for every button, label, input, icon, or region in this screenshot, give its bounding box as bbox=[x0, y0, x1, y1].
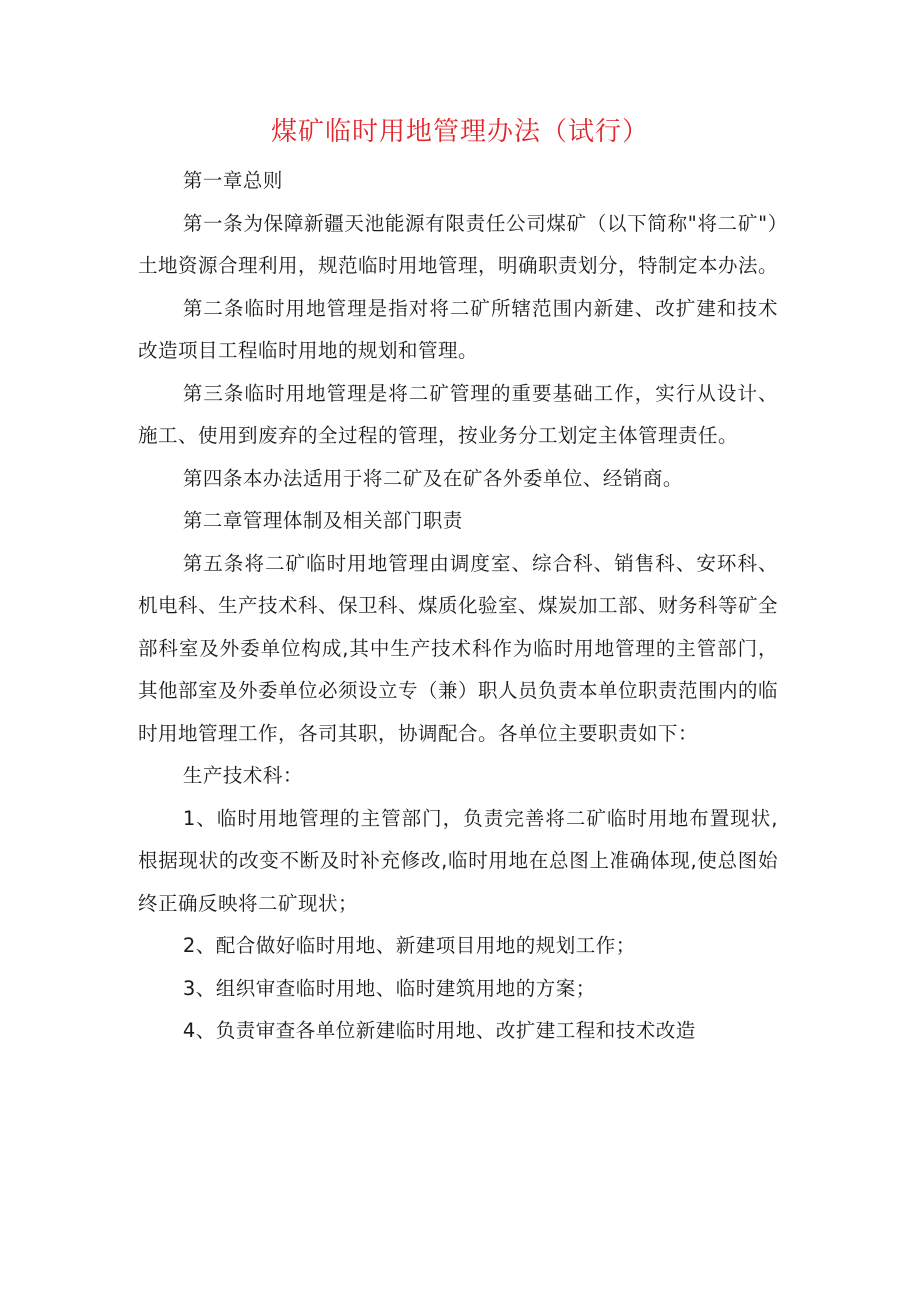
chapter-heading: 第二章管理体制及相关部门职责 bbox=[182, 509, 463, 532]
article-paragraph: 第二条临时用地管理是指对将二矿所辖范围内新建、改扩建和技术改造项目工程临时用地的规划和管理。 bbox=[138, 296, 778, 362]
list-item: 4、负责审查各单位新建临时用地、改扩建工程和技术改造 bbox=[182, 1019, 696, 1042]
chapter-heading: 第一章总则 bbox=[182, 169, 283, 192]
section-label: 生产技术科： bbox=[182, 764, 303, 787]
list-item: 1、临时用地管理的主管部门，负责完善将二矿临时用地布置现状,根据现状的改变不断及时补充修改,临时用地在总图上准确体现,使总图始终正确反映将二矿现状； bbox=[138, 806, 778, 915]
list-item: 3、组织审查临时用地、临时建筑用地的方案； bbox=[182, 976, 596, 1000]
list-item: 2、配合做好临时用地、新建项目用地的规划工作； bbox=[182, 934, 636, 957]
article-paragraph: 第四条本办法适用于将二矿及在矿各外委单位、经销商。 bbox=[182, 466, 683, 490]
article-paragraph: 第三条临时用地管理是将二矿管理的重要基础工作，实行从设计、施工、使用到废弃的全过程的管理，按业务分工划定主体管理责任。 bbox=[138, 381, 778, 447]
article-paragraph: 第五条将二矿临时用地管理由调度室、综合科、销售科、安环科、机电科、生产技术科、保卫科、煤质化验室、煤炭加工部、财务科等矿全部科室及外委单位构成,其中生产技术科作为临时用地管理的主管部门，其他部室及外委单位必须设立专（兼）职人员负责本单位职责范围内的临时用地管理工作，各司其职，协调配合。各单位主要职责如下： bbox=[138, 551, 779, 745]
document-title: 煤矿临时用地管理办法（试行） bbox=[270, 117, 649, 147]
document-body bbox=[138, 160, 778, 1053]
article-paragraph: 第一条为保障新疆天池能源有限责任公司煤矿（以下简称"将二矿"）土地资源合理利用，规范临时用地管理，明确职责划分，特制定本办法。 bbox=[138, 211, 779, 277]
